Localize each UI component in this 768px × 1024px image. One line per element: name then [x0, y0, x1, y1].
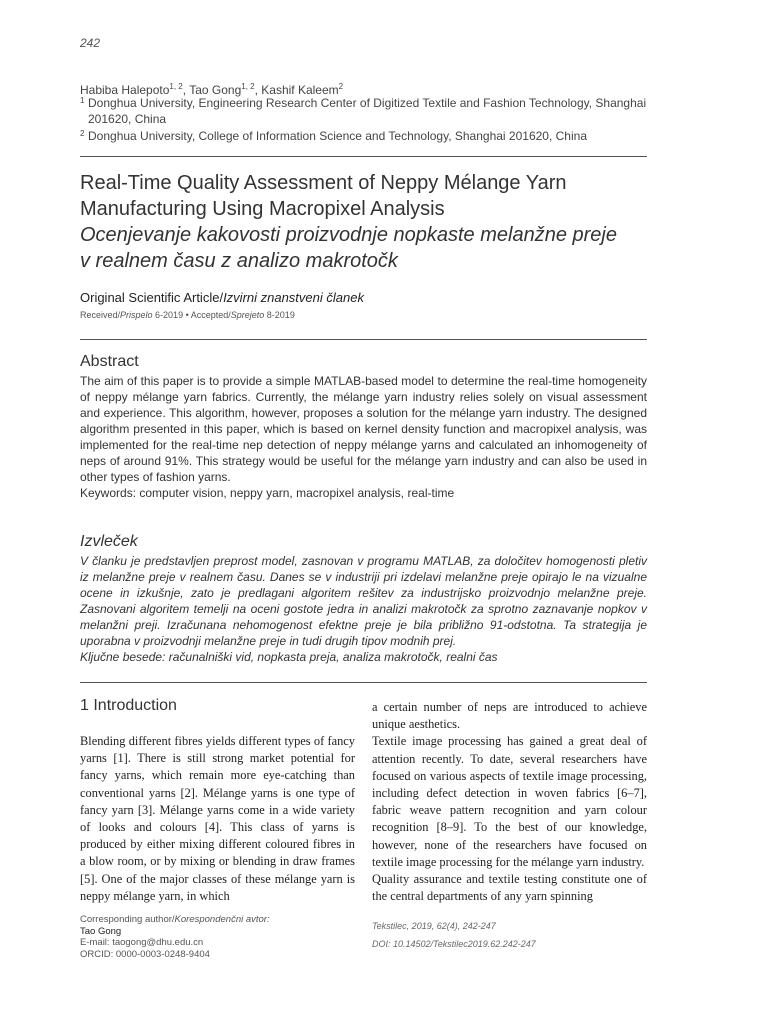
affiliation-1 — [80, 95, 648, 127]
body-paragraph: Textile image processing has gained a great deal of attention recently. To date, several researchers have focused on various aspects of textile image processing, including defect detection in woven fabrics [6–7], fabric weave pattern recognition and yarn colour recognition [8–9]. To the best of our knowledge, however, none of the researchers have focused on textile image processing for the mélange yarn industry. — [372, 734, 647, 869]
received-label-sl: Prispelo — [120, 310, 153, 320]
accepted-label-sl: Sprejeto — [230, 310, 265, 320]
journal-citation: Tekstilec, 2019, 62(4), 242-247 — [372, 921, 496, 931]
corresponding-label-sl: Korespondenčni avtor: — [174, 914, 270, 925]
article-dates — [80, 310, 295, 320]
body-paragraph: Quality assurance and textile testing constitute one of the central departments of any yarn spinning — [372, 872, 647, 904]
corresponding-name: Tao Gong — [80, 925, 122, 937]
author-separator: , — [182, 83, 190, 97]
introduction-divider — [80, 682, 647, 683]
abstract-text: The aim of this paper is to provide a simple MATLAB-based model to determine the real-time homogeneity of neppy mélange yarn fabrics. Currently, the mélange yarn industry relies solely on visual assessment and experience. This algorithm, however, proposes a solution for the mélange yarn industry. The designed algorithm presented in this paper, which is based on kernel density function and macropixel analysis, was implemented for the real-time nep detection of neppy mélange yarns and calculated an inhomogeneity of neps of around 91%. This strategy would be useful for the mélange yarn industry and can also be used in other types of fashion yarns. — [80, 374, 647, 484]
izvlecek-text: V članku je predstavljen preprost model, zasnovan v programu MATLAB, za določitev homogenosti pletiv iz melanžne preje v realnem času. Danes se v industriji pri izdelavi melanžne preje opirajo le na vizualne ocene in izkušnje, zato je predlagani algoritem rešitev za industrijsko proizvodnjo melanžne preje. Zasnovani algoritem temelji na oceni gostote jedra in analizi makrotočk za sprotno zaznavanje nopkov v melanžni preji. Izračunana nehomogenost efektne preje je bila približno 91-odstotna. Ta strategija je uporabna v proizvodnji melanžne preje in tudi drugih tipov modnih prej. — [80, 554, 647, 648]
affiliation-text: Donghua University, College of Information Science and Technology, Shanghai 201620, China — [88, 129, 587, 143]
page-number: 242 — [80, 36, 101, 50]
title-english — [80, 170, 647, 222]
body-paragraph: Blending different fibres yields different types of fancy yarns [1]. There is still strong market potential for fancy yarns, which remain more eye-catching than conventional yarns [2]. Mélange yarns is one type of fancy yarn [3]. Mélange yarns come in a wide variety of looks and colours [4]. This class of yarns is produced by either mixing different coloured fibres in a blow room, or by mixing or blending in draw frames [5]. One of the major classes of these mélange yarn is neppy mélange yarn, in which — [80, 734, 355, 903]
corresponding-label — [80, 914, 270, 926]
corresponding-orcid: ORCID: 0000-0003-0248-9404 — [80, 948, 210, 960]
affiliation-2 — [80, 128, 648, 144]
izvlecek-section — [80, 553, 647, 665]
article-type-en: Original Scientific Article/ — [80, 290, 224, 305]
title-slovene — [80, 222, 647, 274]
title-block — [80, 170, 647, 274]
corresponding-email: E-mail: taogong@dhu.edu.cn — [80, 937, 204, 948]
body-column-left — [80, 733, 355, 905]
izvlecek-keywords: Ključne besede: računalniški vid, nopkasta preja, analiza makrotočk, realni čas — [80, 650, 498, 664]
title-line: Ocenjevanje kakovosti proizvodnje nopkaste melanžne preje — [80, 224, 617, 246]
author-affiliation-mark: 1, 2 — [169, 82, 183, 91]
corresponding-author-footer — [80, 914, 270, 960]
received-label: Received/ — [80, 310, 121, 320]
author-name: Kashif Kaleem — [261, 83, 339, 97]
abstract-section — [80, 373, 647, 501]
author-separator: , — [254, 83, 262, 97]
abstract-divider — [80, 339, 647, 340]
title-line: Real-Time Quality Assessment of Neppy Mélange Yarn — [80, 172, 567, 194]
accepted-date: 8-2019 — [264, 310, 295, 320]
title-line: v realnem času z analizo makrotočk — [80, 250, 398, 272]
journal-doi: DOI: 10.14502/Tekstilec2019.62.242-247 — [372, 939, 536, 949]
affiliation-mark: 2 — [80, 129, 85, 138]
corresponding-label-en: Corresponding author/ — [80, 914, 175, 925]
author-name: Habiba Halepoto — [80, 83, 170, 97]
article-type-sl: Izvirni znanstveni članek — [223, 290, 364, 305]
author-name: Tao Gong — [189, 83, 242, 97]
izvlecek-heading: Izvleček — [80, 533, 138, 550]
affiliation-mark: 1 — [80, 96, 85, 105]
author-affiliation-mark: 1, 2 — [241, 82, 255, 91]
affiliation-text: Donghua University, Engineering Research Center of Digitized Textile and Fashion Technology, Shanghai 201620, China — [88, 96, 647, 126]
abstract-heading: Abstract — [80, 353, 139, 370]
title-line: Manufacturing Using Macropixel Analysis — [80, 198, 445, 220]
abstract-keywords: Keywords: computer vision, neppy yarn, macropixel analysis, real-time — [80, 486, 455, 500]
journal-footer — [372, 917, 536, 953]
received-date: 6-2019 • Accepted/ — [152, 310, 231, 320]
introduction-heading: 1 Introduction — [80, 697, 177, 714]
article-type — [80, 290, 364, 305]
author-affiliation-mark: 2 — [338, 82, 344, 91]
body-column-right — [372, 699, 647, 905]
header-divider — [80, 156, 647, 157]
body-paragraph: a certain number of neps are introduced to achieve unique aesthetics. — [372, 700, 647, 732]
